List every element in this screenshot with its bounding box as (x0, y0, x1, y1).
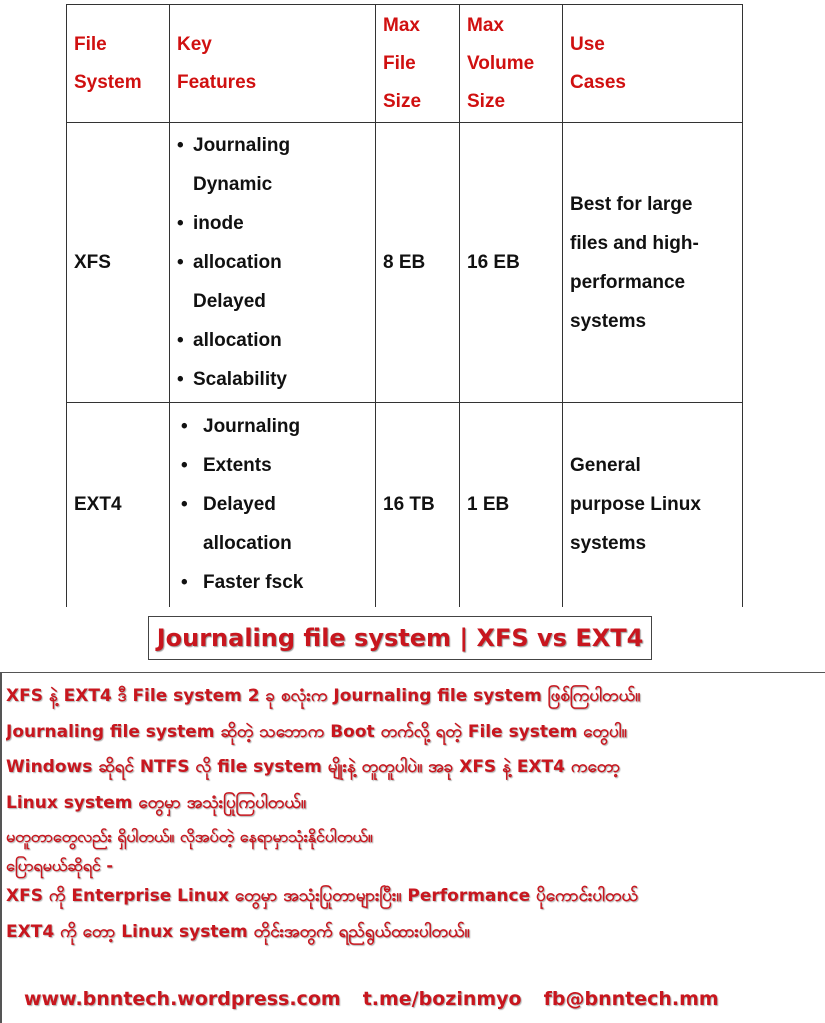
contact-links (24, 988, 804, 1010)
header-file-system: File System (67, 5, 170, 123)
feature-item: • allocation (177, 243, 368, 282)
paragraph-line: Journaling file system ဆိုတဲ့ သဘောက Boot တက်လို့ ရတဲ့ File system တွေပါ။ (6, 721, 627, 742)
fs-name-ext4: EXT4 (67, 403, 170, 607)
header-use-cases: Use Cases (563, 5, 743, 123)
feature-item: • Faster fsck (177, 563, 368, 602)
table-row (67, 403, 743, 607)
paragraph-line: မတူတာတွေလည်း ရှိပါတယ်။ လိုအပ်တဲ့ နေရာမှာသုံးနိုင်ပါတယ်။ (6, 827, 373, 846)
features-cell (170, 123, 376, 403)
features-list (177, 126, 368, 399)
max-file-size-cell: 16 TB (376, 403, 460, 607)
paragraph-line: XFS နဲ့ EXT4 ဒီ File system 2 ခု စလုံးက Journaling file system ဖြစ်ကြပါတယ်။ (6, 686, 641, 706)
feature-item: • allocation (177, 321, 368, 360)
header-max-file-size: Max File Size (376, 5, 460, 123)
title-banner: Journaling file system | XFS vs EXT4 (148, 616, 652, 660)
table-header-row (67, 5, 743, 123)
feature-item: Delayed (193, 291, 266, 312)
telegram-link[interactable]: t.me/bozinmyo (362, 988, 522, 1010)
feature-item: allocation (203, 533, 292, 555)
paragraph-line: EXT4 ကို တော့ Linux system တိုင်းအတွက် ရည်ရွယ်ထားပါတယ်။ (6, 921, 470, 942)
fs-name-xfs: XFS (67, 123, 170, 403)
website-link[interactable]: www.bnntech.wordpress.com (24, 988, 341, 1010)
max-volume-size-cell: 16 EB (460, 123, 563, 403)
max-file-size-cell: 8 EB (376, 123, 460, 403)
header-max-volume-size: Max Volume Size (460, 5, 563, 123)
features-list (177, 407, 368, 602)
header-key-features: Key Features (170, 5, 376, 123)
paragraph-line: Linux system တွေမှာ အသုံးပြုကြပါတယ်။ (6, 792, 306, 813)
max-volume-size-cell: 1 EB (460, 403, 563, 607)
feature-item: Dynamic (193, 174, 273, 195)
paragraph-line: XFS ကို Enterprise Linux တွေမှာ အသုံးပြုတာများပြီး။ Performance ပိုကောင်းပါတယ် (6, 886, 639, 906)
feature-item: • Extents (177, 446, 368, 485)
use-cases-cell: General purpose Linux systems (563, 403, 743, 607)
file-system-comparison-table (66, 4, 743, 607)
paragraph-line: ပြောရမယ်ဆိုရင် - (6, 856, 113, 875)
comparison-table-wrap (66, 4, 742, 608)
use-cases-cell: Best for large files and high- performance systems (563, 123, 743, 403)
paragraph-line: Windows ဆိုရင် NTFS လို file system မျိုးနဲ့ တူတူပါပဲ။ အခု XFS နဲ့ EXT4 ကတော့ (6, 757, 621, 777)
feature-item: • inode (177, 204, 368, 243)
table-row (67, 123, 743, 403)
feature-item: • Journaling (177, 407, 368, 446)
facebook-link[interactable]: fb@bnntech.mm (543, 988, 719, 1010)
feature-item: • Scalability (177, 360, 368, 399)
features-cell (170, 403, 376, 607)
feature-item: • Delayed (177, 485, 368, 524)
description-textbox (0, 672, 825, 1023)
feature-item: • Journaling (177, 126, 368, 165)
